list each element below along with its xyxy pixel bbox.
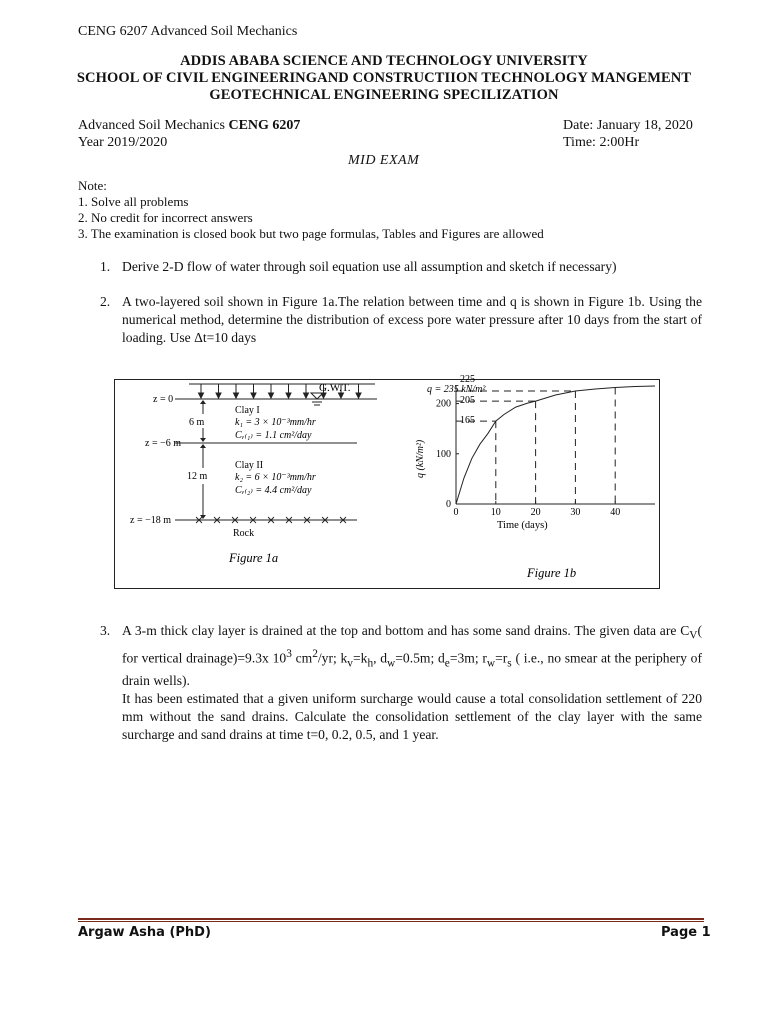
question-number: 2. <box>100 294 111 309</box>
exam-title: MID EXAM <box>348 153 420 168</box>
course-line <box>78 118 300 134</box>
question-3 <box>100 622 702 744</box>
note-item: 1. Solve all problems <box>78 194 189 209</box>
specialization: GEOTECHNICAL ENGINEERING SPECILIZATION <box>209 87 559 103</box>
y-tick-label: 200 <box>436 398 451 410</box>
y-tick-label: 100 <box>436 448 451 460</box>
figure-1b-chart <box>115 374 659 588</box>
thickness-1: 6 m <box>189 417 205 428</box>
chart-xlabel: Time (days) <box>497 520 548 531</box>
question-text: It has been estimated that a given uniform surcharge would cause a total consolidation settlement of 220 mm without the sand drains. Calculate the consolidation settlement of the clay layer with the same surcharge and sand drains at time t=0, 0.2, 0.5, and 1 year. <box>122 690 702 742</box>
clay-2-cv: Cᵥ₍₂₎ = 4.4 cm²/day <box>235 485 312 496</box>
exam-date: Date: January 18, 2020 <box>563 118 693 133</box>
question-text: A 3-m thick clay layer is drained at the top and bottom and has some sand drains. The given data are $C_V$( for vertical drainage)=9.3x $10^3$ $cm^2/yr$; $k_v=k_h$, $d_w=0.5m$; $d_e=3m$; $r_w=r_s$ ( i.e., no smear at the periphery of drain wells). <box>122 623 702 688</box>
value-label: 205 <box>460 395 475 407</box>
university-name: ADDIS ABABA SCIENCE AND TECHNOLOGY UNIVERSITY <box>180 53 588 69</box>
question-text: A two-layered soil shown in Figure 1a.The relation between time and q is shown in Figure 1b. Using the numerical method, determine the distribution of excess pore water pressure after 10 days from the start of loading. Use Δt=10 days <box>122 294 702 345</box>
footer-author: Argaw Asha (PhD) <box>78 925 211 940</box>
question-2 <box>100 293 702 347</box>
clay-1-label: Clay I <box>235 405 260 416</box>
thickness-2: 12 m <box>187 471 208 482</box>
value-label: 165 <box>460 415 475 427</box>
x-tick-label: 0 <box>453 507 459 518</box>
x-tick-label: 30 <box>570 507 581 518</box>
exam-duration: Time: 2:00Hr <box>563 135 640 150</box>
figure-1a-caption: Figure 1a <box>229 551 279 565</box>
school-name: SCHOOL OF CIVIL ENGINEERINGAND CONSTRUCTIION TECHNOLOGY MANGEMENT <box>76 70 692 86</box>
note-heading: Note: <box>78 178 107 193</box>
value-label: 225 <box>460 374 475 386</box>
clay-1-k: k₁ = 3 × 10⁻³mm/hr <box>235 417 316 428</box>
question-number: 3. <box>100 623 111 638</box>
running-header: CENG 6207 Advanced Soil Mechanics <box>78 24 298 39</box>
z6-label: z = −6 m <box>145 438 181 449</box>
footer-rule <box>78 921 704 922</box>
footer-rule <box>78 918 704 920</box>
x-tick-label: 20 <box>530 507 541 518</box>
rock-label: Rock <box>233 528 255 539</box>
note-item: 3. The examination is closed book but two page formulas, Tables and Figures are allowed <box>78 226 544 241</box>
chart-annotation: q = 235 kN/m² <box>427 384 486 395</box>
academic-year: Year 2019/2020 <box>78 135 168 150</box>
figure-1b-caption: Figure 1b <box>527 566 577 580</box>
note-item: 2. No credit for incorrect answers <box>78 210 253 225</box>
course-code: CENG 6207 <box>228 118 301 133</box>
course-name: Advanced Soil Mechanics <box>78 118 229 133</box>
z18-label: z = −18 m <box>130 515 171 526</box>
question-text: Derive 2-D flow of water through soil equation use all assumption and sketch if necessary) <box>122 259 617 274</box>
footer-page: Page 1 <box>661 925 711 940</box>
figure-box <box>114 374 660 589</box>
clay-2-k: k₂ = 6 × 10⁻³mm/hr <box>235 472 316 483</box>
question-1 <box>100 258 702 276</box>
question-number: 1. <box>100 259 111 274</box>
chart-ylabel: q (kN/m²) <box>415 439 426 478</box>
x-tick-label: 10 <box>490 507 501 518</box>
y-tick-label: 0 <box>446 499 451 510</box>
x-tick-label: 40 <box>610 507 621 518</box>
loading-curve <box>456 386 655 504</box>
clay-1-cv: Cᵥ₍₁₎ = 1.1 cm²/day <box>235 430 312 441</box>
z0-label: z = 0 <box>153 394 174 405</box>
gwt-label: G.W.T. <box>319 382 351 394</box>
clay-2-label: Clay II <box>235 460 264 471</box>
